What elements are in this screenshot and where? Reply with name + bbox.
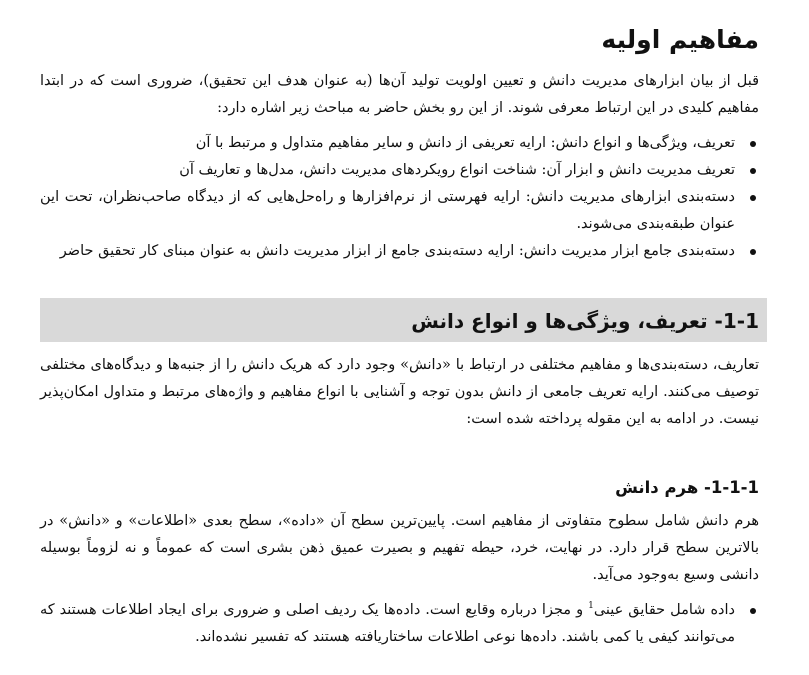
subsection-bullet-list (40, 597, 759, 651)
list-item-text: تعریف مدیریت دانش و ابزار آن: شناخت انواع رویکردهای مدیریت دانش، مدل‌ها و تعاریف آن (179, 162, 735, 178)
bullet-icon (750, 249, 756, 255)
list-item (40, 184, 759, 238)
bullet-icon (750, 608, 756, 614)
section-paragraph: تعاریف، دسته‌بندی‌ها و مفاهیم مختلفی در ارتباط با «دانش» وجود دارد که هریک دانش را از جنبه‌ها و دیدگاه‌های مختلفی توصیف می‌کنند. ارایه تعریف جامعی از دانش بدون توجه و آشنایی با انواع مفاهیم و واژه‌های مرتبط و متداول امکان‌پذیر نیست. در ادامه به این مقوله پرداخته شده است: (40, 357, 759, 427)
subsection-paragraph: هرم دانش شامل سطوح متفاوتی از مفاهیم است. پایین‌ترین سطح آن «داده»، سطح بعدی «اطلاعات» و «دانش» در بالاترین سطح قرار دارد. در نهایت، خرد، حیطه تفهیم و بصیرت عمیق ذهن بشری است که عموماً و نه لزوماً بوسیله دانشی وسیع به‌وجود می‌آید. (40, 513, 759, 583)
list-item-text-end: و مجزا درباره وقایع است. داده‌ها یک ردیف اصلی و ضروری برای ایجاد اطلاعات هستند که می‌توانند کیفی یا کمی باشند. داده‌ها نوعی اطلاعات ساختاریافته هستند که تفسیر نشده‌اند. (40, 602, 735, 645)
bullet-icon (750, 195, 756, 201)
list-item (40, 238, 759, 265)
list-item-text-start: داده شامل حقایق عینی (593, 602, 735, 618)
list-item-text: دسته‌بندی جامع ابزار مدیریت دانش: ارایه دسته‌بندی جامع از ابزار مدیریت دانش به عنوان مبنای کار تحقیق حاضر (59, 243, 735, 259)
intro-paragraph: قبل از بیان ابزارهای مدیریت دانش و تعیین اولویت تولید آن‌ها (به عنوان هدف این تحقیق)، ضروری است که در ابتدا مفاهیم کلیدی در این ارتباط معرفی شوند. از این رو بخش حاضر به مباحث زیر اشاره دارد: (40, 73, 759, 116)
list-item-text: دسته‌بندی ابزارهای مدیریت دانش: ارایه فهرستی از نرم‌افزارها و راه‌حل‌هایی که از دیدگاه صاحب‌نظران، تحت این عنوان طبقه‌بندی می‌شوند. (40, 189, 735, 232)
footnote-marker[interactable]: 1 (588, 601, 594, 612)
intro-bullet-list (40, 130, 759, 265)
page-title: مفاهیم اولیه (601, 25, 759, 54)
bullet-icon (750, 168, 756, 174)
list-item-text: تعریف، ویژگی‌ها و انواع دانش: ارایه تعریفی از دانش و سایر مفاهیم متداول و مرتبط با آن (195, 135, 735, 151)
subsection-heading: 1-1-1- هرم دانش (615, 478, 759, 497)
list-item (40, 157, 759, 184)
list-item (40, 597, 759, 651)
list-item (40, 130, 759, 157)
section-heading: 1-1- تعریف، ویژگی‌ها و انواع دانش (411, 309, 759, 333)
bullet-icon (750, 141, 756, 147)
